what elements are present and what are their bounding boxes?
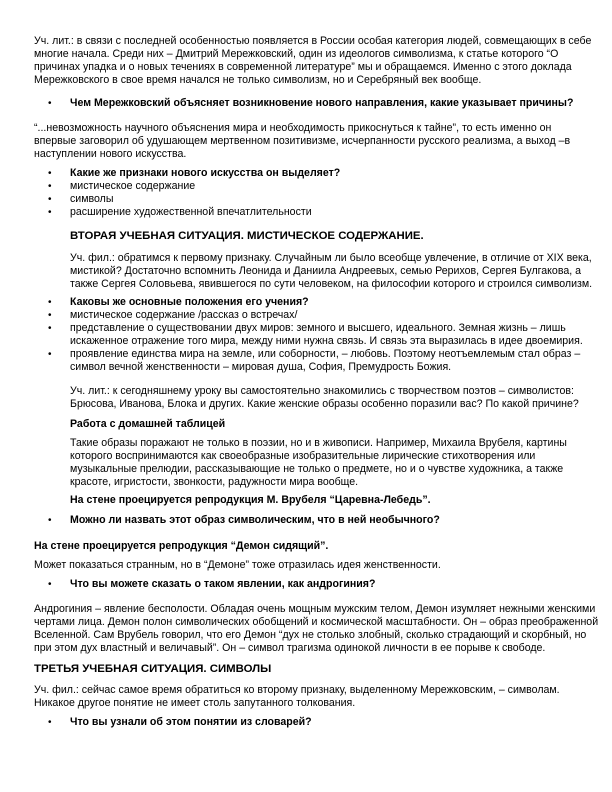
question-new-direction: Чем Мережковский объясняет возникновение нового направления, какие указывает причины? <box>70 97 574 109</box>
demon-line: Может показаться странным, но в “Демоне” тоже отразилась идея женственности. <box>34 559 441 571</box>
reproduction-note: На стене проецируется репродукция М. Врубеля “Царевна-Лебедь”. <box>70 494 431 506</box>
bullet-icon <box>48 180 52 193</box>
section-line: мистикой? Достаточно вспомнить Леонида и Даниила Андреевых, семью Рерихов, Сергея Булгакова, а <box>70 265 581 277</box>
intro-line: Уч. лит.: в связи с последней особенностью появляется в России особая категория людей, совмещающих в себе <box>34 35 592 47</box>
homework-title: Работа с домашней таблицей <box>70 418 226 430</box>
demon-paragraph-line: при этом дух властный и величавый”. Он – символ трагизма одинокой личности в ее порыве к свободе. <box>34 642 546 654</box>
lit-line: Брюсова, Иванова, Блока и других. Какие женские образы особенно поразили вас? По какой причине? <box>70 398 579 410</box>
bullet-icon <box>48 193 52 206</box>
section-heading: ВТОРАЯ УЧЕБНАЯ СИТУАЦИЯ. МИСТИЧЕСКОЕ СОДЕРЖАНИЕ. <box>70 230 424 242</box>
demon-paragraph-line: Вселенной. Сам Врубель говорил, что его Демон “дух не столько злобный, сколько страдающий и скорбный, но <box>34 629 587 641</box>
bullet-icon <box>48 97 52 110</box>
question-signs: Какие же признаки нового искусства он выделяет? <box>70 167 341 179</box>
bullet-icon <box>48 716 52 729</box>
question-teaching: Каковы же основные положения его учения? <box>70 296 309 308</box>
question-symbolic: Можно ли назвать этот образ символическим, что в ней необычного? <box>70 514 440 526</box>
bullet-icon <box>48 309 52 322</box>
list-item-line: символ вечной женственности – мировая душа, София, Премудрость Божия. <box>70 361 452 373</box>
homework-line: Такие образы поражают не только в поэзии, но и в живописи. Например, Михаила Врубеля, картины <box>70 437 567 449</box>
section-heading: ТРЕТЬЯ УЧЕБНАЯ СИТУАЦИЯ. СИМВОЛЫ <box>34 663 272 675</box>
lit-line: Уч. лит.: к сегодняшнему уроку вы самостоятельно знакомились с творчеством поэтов – символистов: <box>70 385 575 397</box>
homework-line: красоте, игристости, звонкости, радужности мира вообще. <box>70 476 359 488</box>
homework-line: музыкальные прелюдии, рассказывающие не только о предмете, но и о чувстве художника, а также <box>70 463 564 475</box>
homework-line: которого воспринимаются как своеобразные изобразительные лирические стихотворения или <box>70 450 536 462</box>
question-dictionaries: Что вы узнали об этом понятии из словарей? <box>70 716 312 728</box>
list-item-line: проявление единства мира на земле, или соборности, – любовь. Поэтому неотъемлемым стал образ – <box>70 348 581 360</box>
list-item-line: искаженное отражение того мира, между ними нужна связь. И связь эта выразилась в идее двоемирия. <box>70 335 583 347</box>
bullet-icon <box>48 167 52 180</box>
bullet-icon <box>48 514 52 527</box>
section-line: Уч. фил.: обратимся к первому признаку. Случайным ли было всеобще увлечение, в отличие от XIX века, <box>70 252 592 264</box>
section-line: Никакое другое понятие не имеет столь запутанного толкования. <box>34 697 356 709</box>
list-item: расширение художественной впечатлительности <box>70 206 312 218</box>
demon-paragraph-line: Андрогиния – явление бесполости. Обладая очень мощным мужским телом, Демон изумляет нежными женскими <box>34 603 596 615</box>
list-item: мистическое содержание /рассказ о встречах/ <box>70 309 298 321</box>
bullet-icon <box>48 578 52 591</box>
quote-line: впервые заговорил об удушающем мертвенном позитивизме, исчерпанности русского реализма, а выход –в <box>34 135 571 147</box>
intro-line: причинах упадка и о новых течениях в современной литературе” мы и обращаемся. Именно с этого доклада <box>34 61 572 73</box>
section-line: Уч. фил.: сейчас самое время обратиться ко второму признаку, выделенному Мережковским, – символам. <box>34 684 560 696</box>
question-androgyny: Что вы можете сказать о таком явлении, как андрогиния? <box>70 578 376 590</box>
intro-line: многие начала. Среди них – Дмитрий Мережковский, один из идеологов символизма, к статье которого “О <box>34 48 559 60</box>
bullet-icon <box>48 348 52 361</box>
intro-line: Мережковского в свое время начался не только символизм, но и Серебряный век вообще. <box>34 74 482 86</box>
list-item: мистическое содержание <box>70 180 196 192</box>
quote-line: “...невозможность научного объяснения мира и необходимость прикоснуться к тайне”, то есть именно он <box>34 122 552 134</box>
demon-paragraph-line: чертами лица. Демон полон символических обобщений и космической масштабности. Он – образ преображенной <box>34 616 599 628</box>
reproduction-note: На стене проецируется репродукция “Демон сидящий”. <box>34 540 329 552</box>
quote-line: наступлении нового искусства. <box>34 148 187 160</box>
section-line: также Сергея Соловьева, явившегося по сути человеком, на философии которого и строился символизм. <box>70 278 593 290</box>
bullet-icon <box>48 206 52 219</box>
bullet-icon <box>48 296 52 309</box>
bullet-icon <box>48 322 52 335</box>
list-item-line: представление о существовании двух миров: земного и высшего, идеального. Земная жизнь – лишь <box>70 322 566 334</box>
list-item: символы <box>70 193 114 205</box>
